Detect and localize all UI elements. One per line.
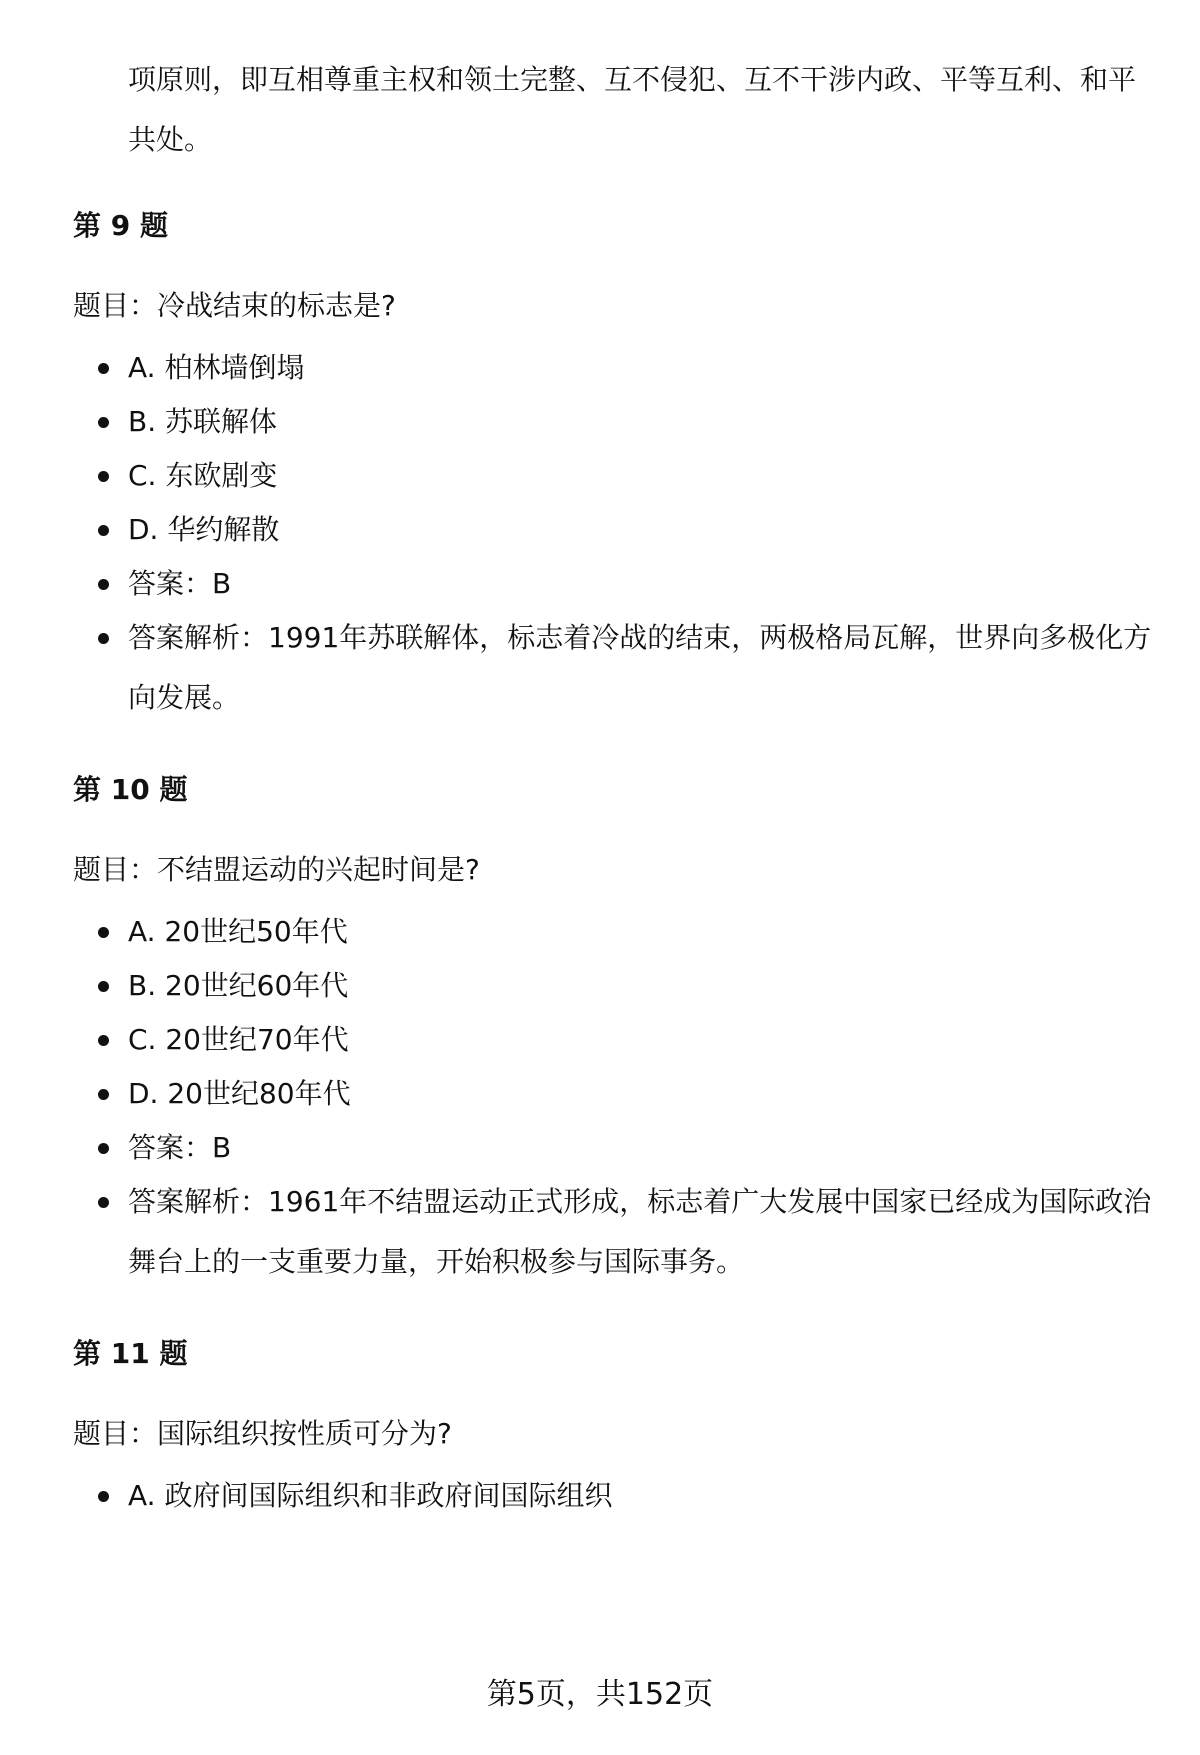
bullet-icon xyxy=(98,363,109,374)
option-text: C. 东欧剧变 xyxy=(128,459,278,492)
bullet-icon xyxy=(98,525,109,536)
option-text: C. 20世纪70年代 xyxy=(128,1023,349,1056)
page-footer: 第5页，共152页 xyxy=(486,1677,714,1712)
bullet-icon xyxy=(98,927,109,938)
bullet-icon xyxy=(98,579,109,590)
option-text: D. 20世纪80年代 xyxy=(128,1077,351,1110)
bullet-icon xyxy=(98,417,109,428)
bullet-icon xyxy=(98,1491,109,1502)
bullet-icon xyxy=(98,981,109,992)
explanation-text: 答案解析：1961年不结盟运动正式形成，标志着广大发展中国家已经成为国际政治舞台上的一支重要力量，开始积极参与国际事务。 xyxy=(128,1185,1152,1278)
question-text: 题目：国际组织按性质可分为? xyxy=(73,1417,452,1450)
question-text: 题目：不结盟运动的兴起时间是? xyxy=(73,853,480,886)
option-text: A. 20世纪50年代 xyxy=(128,915,348,948)
question-text: 题目：冷战结束的标志是? xyxy=(73,289,396,322)
explanation-text: 答案解析：1991年苏联解体，标志着冷战的结束，两极格局瓦解，世界向多极化方向发展。 xyxy=(128,621,1152,714)
option-text: D. 华约解散 xyxy=(128,513,280,546)
answer-text: 答案：B xyxy=(128,1131,232,1164)
option-text: A. 柏林墙倒塌 xyxy=(128,351,305,384)
question-heading: 第 10 题 xyxy=(73,773,188,806)
answer-text: 答案：B xyxy=(128,567,232,600)
bullet-icon xyxy=(98,633,109,644)
bullet-icon xyxy=(98,1035,109,1046)
bullet-icon xyxy=(98,1143,109,1154)
continuation-paragraph: 项原则，即互相尊重主权和领土完整、互不侵犯、互不干涉内政、平等互利、和平共处。 xyxy=(128,63,1137,156)
question-heading: 第 11 题 xyxy=(73,1337,188,1370)
question-heading: 第 9 题 xyxy=(73,209,168,242)
option-text: B. 20世纪60年代 xyxy=(128,969,349,1002)
bullet-icon xyxy=(98,1197,109,1208)
bullet-icon xyxy=(98,471,109,482)
option-text: A. 政府间国际组织和非政府间国际组织 xyxy=(128,1479,613,1512)
option-text: B. 苏联解体 xyxy=(128,405,278,438)
bullet-icon xyxy=(98,1089,109,1100)
